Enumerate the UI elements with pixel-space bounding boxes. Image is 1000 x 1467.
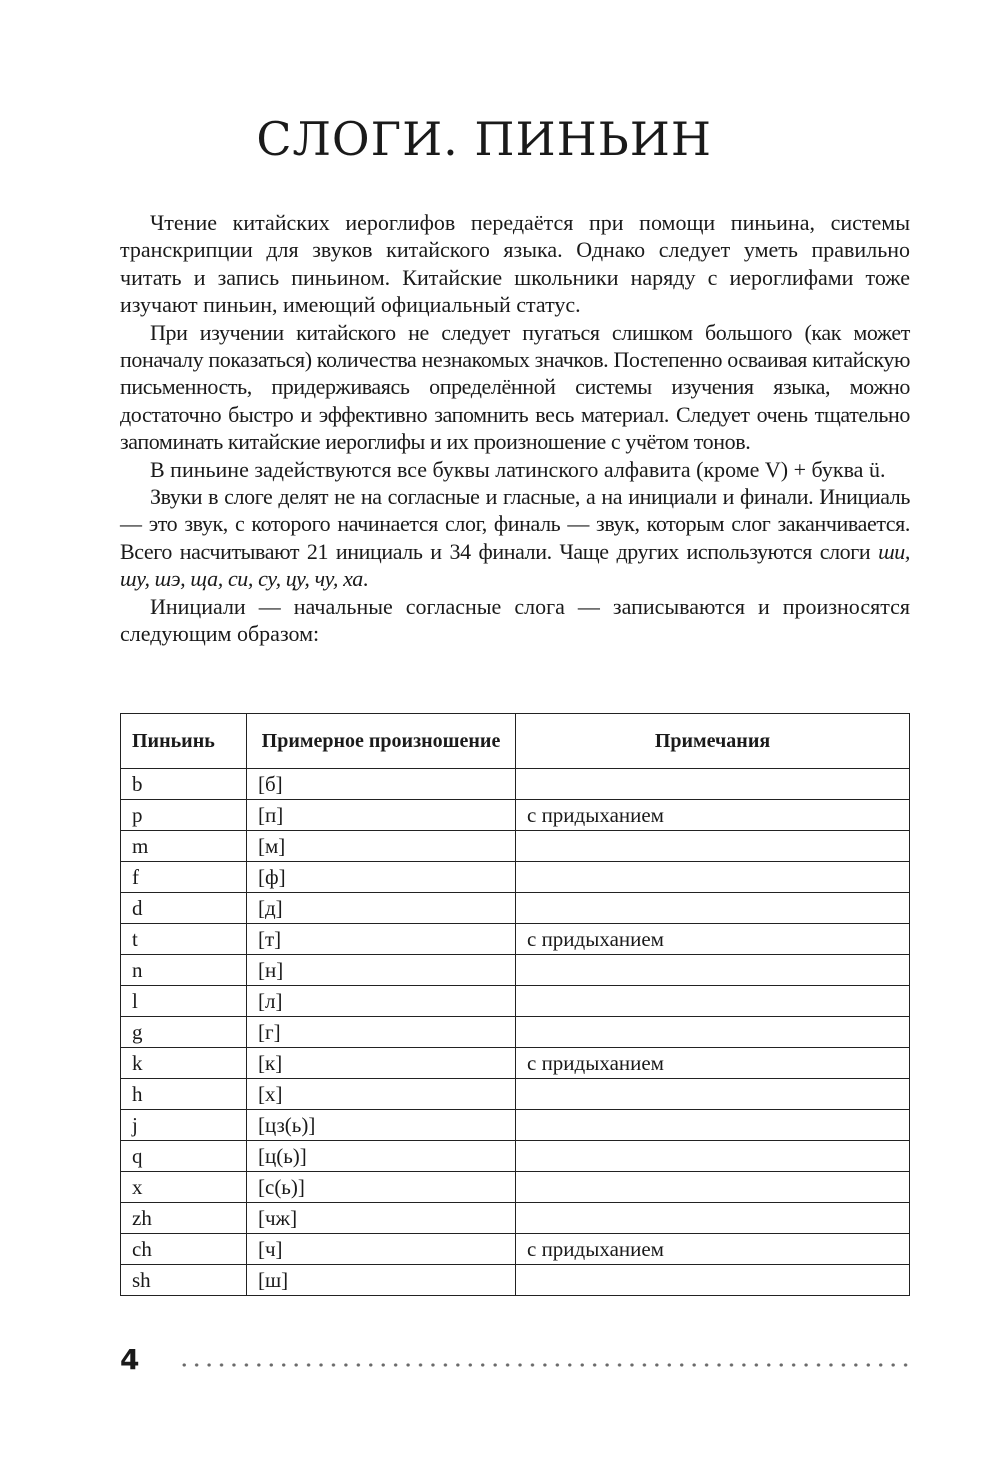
cell-note [516,1172,910,1203]
cell-pinyin: j [121,1110,247,1141]
table-row [121,1172,910,1203]
cell-pinyin: p [121,800,247,831]
cell-note [516,893,910,924]
cell-pronunciation: [ф] [247,862,516,893]
cell-pronunciation: [т] [247,924,516,955]
table-row [121,986,910,1017]
table-row [121,1079,910,1110]
cell-note [516,1110,910,1141]
cell-pronunciation: [д] [247,893,516,924]
cell-pinyin: k [121,1048,247,1079]
cell-pinyin: l [121,986,247,1017]
cell-note [516,831,910,862]
cell-note: с придыханием [516,1234,910,1265]
table-row [121,862,910,893]
paragraph-intro: Чтение китайских иероглифов передаётся при помощи пиньина, системы транскрипции для звуков китайского языка. Однако следует уметь правильно читать и запись пиньином. Китайские школьники наряду с иероглифами тоже изучают пиньин, имеющий официальный статус. [120,210,910,318]
header-notes: Примечания [516,714,910,769]
table-row [121,924,910,955]
cell-pinyin: ch [121,1234,247,1265]
cell-pronunciation: [л] [247,986,516,1017]
cell-pronunciation: [н] [247,955,516,986]
page-number: 4 [120,1343,140,1376]
cell-note [516,862,910,893]
cell-note [516,1141,910,1172]
cell-pronunciation: [г] [247,1017,516,1048]
cell-note [516,955,910,986]
initials-table [120,713,910,1296]
cell-pinyin: h [121,1079,247,1110]
cell-pronunciation: [п] [247,800,516,831]
cell-pronunciation: [чж] [247,1203,516,1234]
table-row [121,1141,910,1172]
cell-note [516,1017,910,1048]
table-row [121,1265,910,1296]
paragraph-table-intro: Инициали — начальные согласные слога — записываются и произносятся следующим образом: [120,593,910,647]
cell-note [516,769,910,800]
cell-pinyin: g [121,1017,247,1048]
cell-note [516,986,910,1017]
table-row [121,1203,910,1234]
cell-pinyin: b [121,769,247,800]
cell-note [516,1265,910,1296]
cell-pronunciation: [с(ь)] [247,1172,516,1203]
cell-pronunciation: [х] [247,1079,516,1110]
cell-pinyin: x [121,1172,247,1203]
table-row [121,800,910,831]
cell-pronunciation: [м] [247,831,516,862]
cell-pronunciation: [ч] [247,1234,516,1265]
cell-pronunciation: [цз(ь)] [247,1110,516,1141]
cell-pinyin: t [121,924,247,955]
dot-leader-divider [178,1363,912,1367]
cell-pronunciation: [ш] [247,1265,516,1296]
cell-note [516,1203,910,1234]
paragraph-initials-finals-text: Звуки в слоге делят не на согласные и гласные, а на инициали и финали. Инициаль — это звук, с которого начинается слог, финаль — звук, которым слог заканчивается. Всего насчитывают 21 инициаль и 34 финали. Чаще других используются слоги [120,484,910,564]
example-syllables: ши, шу, шэ, ща, си, су, цу, чу, ха [120,538,910,592]
paragraph-alphabet: В пиньине задействуются все буквы латинского алфавита (кроме V) + буква ü. [150,456,886,482]
table-row [121,831,910,862]
cell-pinyin: zh [121,1203,247,1234]
paragraph-study-advice: При изучении китайского не следует пугаться слишком большого (как может поначалу показаться) количества незнакомых значков. Постепенно осваивая китайскую письменность, придерживаясь определённой системы изучения языка, можно достаточно быстро и эффективно запомнить весь материал. Следует очень тщательно запоминать китайские иероглифы и их произношение с учётом тонов. [120,319,910,455]
cell-note: с придыханием [516,924,910,955]
body-text [120,209,910,648]
table-row [121,1017,910,1048]
cell-pinyin: q [121,1141,247,1172]
cell-pinyin: sh [121,1265,247,1296]
page-title: СЛОГИ. ПИНЬИН [256,112,712,166]
cell-pinyin: n [121,955,247,986]
table-row [121,1048,910,1079]
cell-pinyin: m [121,831,247,862]
header-pinyin: Пиньинь [121,714,247,769]
table-row [121,955,910,986]
cell-pronunciation: [б] [247,769,516,800]
cell-pinyin: d [121,893,247,924]
table-row [121,893,910,924]
table-body [121,769,910,1296]
cell-note: с придыханием [516,1048,910,1079]
paragraph-initials-finals [120,483,910,593]
paragraph-end-punct: . [362,566,368,592]
cell-pinyin: f [121,862,247,893]
cell-note: с придыханием [516,800,910,831]
cell-pronunciation: [ц(ь)] [247,1141,516,1172]
cell-pronunciation: [к] [247,1048,516,1079]
header-pronunciation: Примерное произношение [247,714,516,769]
table-row [121,1234,910,1265]
cell-note [516,1079,910,1110]
table-header-row [121,714,910,769]
table-row [121,1110,910,1141]
table-row [121,769,910,800]
